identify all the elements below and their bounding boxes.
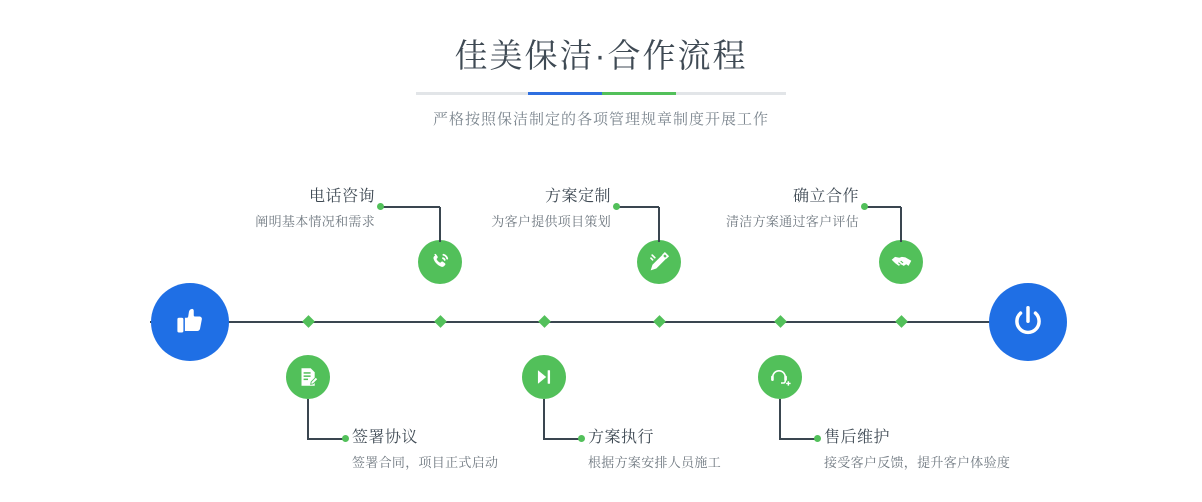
power-icon	[1009, 303, 1047, 341]
step-6-icon-badge	[758, 355, 802, 399]
step-4-desc: 根据方案安排人员施工	[588, 455, 722, 470]
step-4-label	[588, 427, 818, 473]
step-1-connector-horizontal	[381, 206, 440, 208]
step-4-axis-marker	[538, 315, 551, 328]
title-divider	[416, 92, 786, 95]
thumbs-up-icon	[172, 304, 208, 340]
step-1-label-dot	[377, 203, 384, 210]
step-2-icon-badge	[286, 355, 330, 399]
step-1-label	[215, 186, 375, 232]
step-6-title: 售后维护	[824, 429, 891, 446]
header	[0, 34, 1202, 129]
step-5-connector-vertical	[900, 207, 902, 242]
step-1-axis-marker	[434, 315, 447, 328]
handshake-icon	[889, 250, 914, 275]
timeline-end-node	[989, 283, 1067, 361]
step-3-desc: 为客户提供项目策划	[491, 214, 611, 229]
step-3-title: 方案定制	[544, 188, 611, 205]
step-2-label-dot	[342, 435, 349, 442]
step-6-desc: 接受客户反馈，提升客户体验度	[824, 455, 1011, 470]
step-3-icon-badge	[637, 240, 681, 284]
step-2-connector-horizontal	[307, 438, 345, 440]
step-2-axis-marker	[302, 315, 315, 328]
step-5-label	[700, 186, 859, 232]
step-5-title: 确立合作	[792, 188, 859, 205]
step-1-icon-badge	[418, 240, 462, 284]
step-5-icon-badge	[879, 240, 923, 284]
step-3-axis-marker	[653, 315, 666, 328]
step-2-desc: 签署合同，项目正式启动	[352, 455, 499, 470]
step-4-connector-horizontal	[543, 438, 581, 440]
step-6-connector-vertical	[779, 399, 781, 439]
step-2-title: 签署协议	[352, 429, 419, 446]
step-6-label-dot	[814, 435, 821, 442]
page-subtitle: 严格按照保洁制定的各项管理规章制度开展工作	[432, 111, 769, 128]
step-3-label	[450, 186, 611, 232]
step-5-label-dot	[861, 203, 868, 210]
step-1-title: 电话咨询	[308, 188, 375, 205]
step-3-connector-vertical	[658, 207, 660, 242]
timeline-start-node	[151, 283, 229, 361]
step-6-label	[824, 427, 1074, 473]
step-1-desc: 阐明基本情况和需求	[255, 214, 375, 229]
step-5-axis-marker	[895, 315, 908, 328]
play-forward-icon	[533, 366, 555, 388]
step-6-connector-horizontal	[779, 438, 817, 440]
step-4-label-dot	[578, 435, 585, 442]
timeline-axis	[150, 321, 1055, 323]
step-3-connector-horizontal	[617, 206, 659, 208]
divider-segment-green	[602, 92, 676, 95]
phone-ring-icon	[428, 250, 452, 274]
step-1-connector-vertical	[439, 207, 441, 242]
step-2-connector-vertical	[307, 399, 309, 439]
headset-support-icon	[768, 365, 792, 389]
step-4-title: 方案执行	[588, 429, 655, 446]
contract-pen-icon	[296, 365, 320, 389]
step-5-desc: 清洁方案通过客户评估	[725, 214, 859, 229]
step-6-axis-marker	[774, 315, 787, 328]
step-4-connector-vertical	[543, 399, 545, 439]
step-3-label-dot	[613, 203, 620, 210]
divider-segment-blue	[528, 92, 602, 95]
step-5-connector-horizontal	[866, 206, 901, 208]
pencil-ruler-icon	[647, 250, 671, 274]
step-2-label	[352, 427, 582, 473]
page-title: 佳美保洁·合作流程	[454, 37, 748, 74]
step-4-icon-badge	[522, 355, 566, 399]
